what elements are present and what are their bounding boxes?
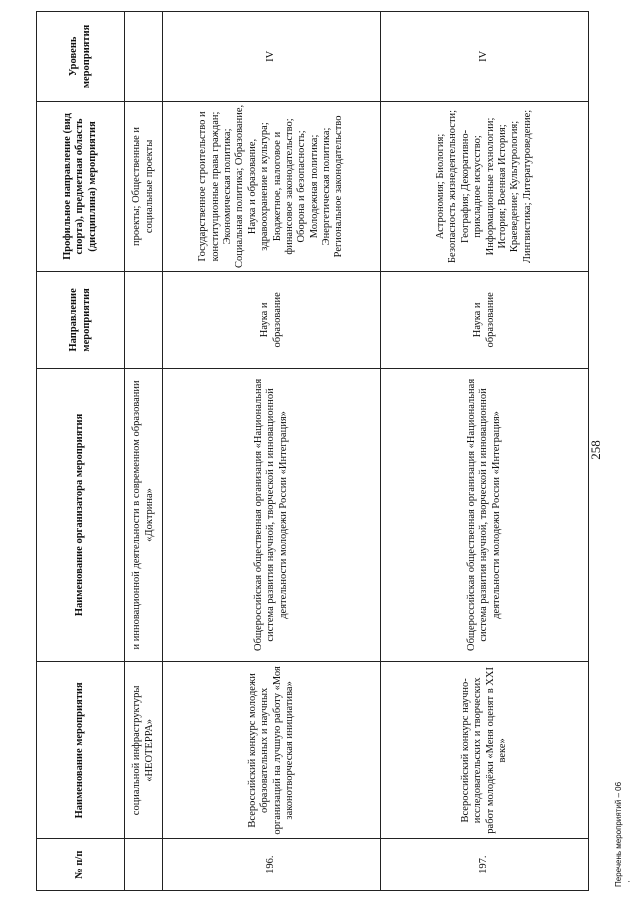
header-org: Наименование организатора мероприятия bbox=[37, 368, 125, 662]
events-table bbox=[36, 11, 589, 891]
header-profile: Профильное направление (вид спорта), предметная область (дисциплина) мероприятия bbox=[37, 101, 125, 271]
row-direction: Наука и образование bbox=[381, 272, 589, 368]
row-num: 196. bbox=[163, 839, 381, 891]
row-profile: Государственное строительство и конституционные права граждан; Экономическая политика; Социальная политика; Образование, Наука и образование, здравоохранение и культура; Бюджетное, налоговое и финансовое законодательство; Оборона и безопасность; Молодежная политика; Энергетическая политика; Региональное законодательство bbox=[163, 101, 381, 271]
cont-profile-cell: проекты; Общественные и социальные проекты bbox=[125, 101, 163, 271]
footer-mark: · bbox=[624, 880, 634, 883]
table-header-row bbox=[37, 12, 125, 891]
page-number: 258 bbox=[588, 440, 603, 460]
table-row bbox=[381, 12, 589, 891]
continuation-row bbox=[125, 12, 163, 891]
header-name: Наименование мероприятия bbox=[37, 662, 125, 839]
row-organizer: Общероссийская общественная организация «Национальная система развития научной, творческой и инновационной деятельности молодежи России «Интеграция» bbox=[163, 368, 381, 662]
header-level: Уровень мероприятия bbox=[37, 12, 125, 102]
header-num: № п/п bbox=[37, 839, 125, 891]
row-organizer: Общероссийская общественная организация «Национальная система развития научной, творческой и инновационной деятельности молодежи России «Интеграция» bbox=[381, 368, 589, 662]
cont-direction-cell bbox=[125, 272, 163, 368]
row-direction: Наука и образование bbox=[163, 272, 381, 368]
cont-level-cell bbox=[125, 12, 163, 102]
footer-note: Перечень мероприятий – 06 bbox=[614, 781, 623, 887]
row-level: IV bbox=[381, 12, 589, 102]
row-event-name: Всероссийский конкурс молодежи образовательных и научных организаций на лучшую работу «Моя законотворческая инициатива» bbox=[163, 662, 381, 839]
header-direction: Направление мероприятия bbox=[37, 272, 125, 368]
row-level: IV bbox=[163, 12, 381, 102]
cont-num-cell bbox=[125, 839, 163, 891]
cont-name-cell: социальной инфраструктуры «НЕОТЕРРА» bbox=[125, 662, 163, 839]
cont-org-cell: и инновационной деятельности в современном образовании «Доктрина» bbox=[125, 368, 163, 662]
row-num: 197. bbox=[381, 839, 589, 891]
table-row bbox=[163, 12, 381, 891]
row-profile: Астрономия; Биология; Безопасность жизнедеятельности; География; Декоративно-прикладное искусство; Информационные технологии; История; Военная История; Краеведение; Культурология; Лингвистика; Литературоведение; bbox=[381, 101, 589, 271]
row-event-name: Всероссийский конкурс научно-исследовательских и творческих работ молодёжи «Меня оценят в XXI веке» bbox=[381, 662, 589, 839]
